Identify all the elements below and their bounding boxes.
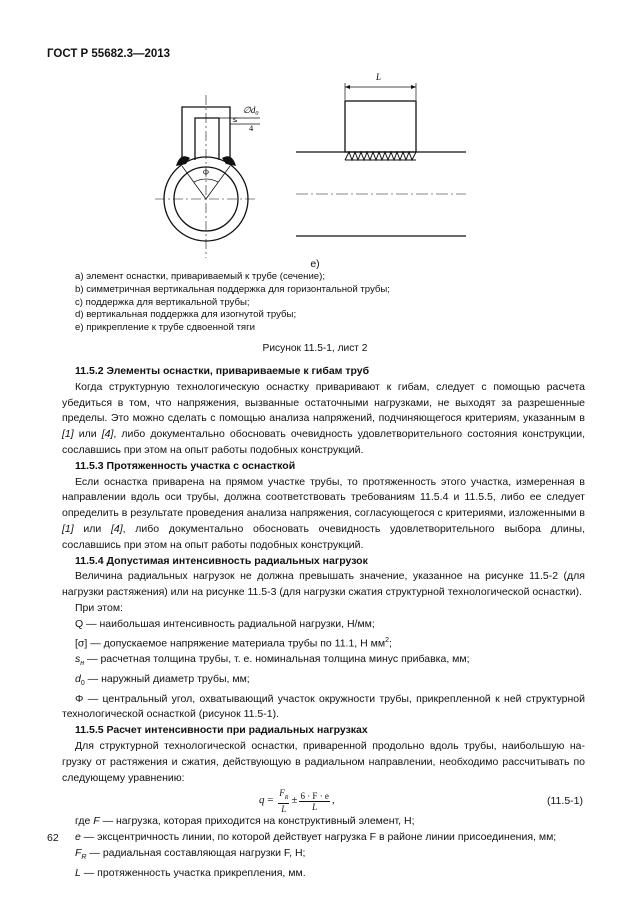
- def-sigma: [σ] — допускаемое напряжение материала трубы по 11.1, Н $мм^2$;: [75, 636, 392, 650]
- weld-seam: [345, 152, 416, 160]
- figure-legend: [75, 271, 595, 335]
- paragraph: Когда структурную технологическую оснастку приваривают к гибам, следует с помощью расчета убедиться в том, что напряжения, вызванные остаточными нагрузками, не выходят за разрешенные пределы. Это можно сделать с помощью анализа напряжений, подчиняющегося критериям, указанным в [1] или [4], либо документально обосновать очевидность удовлетворительного состояния конструкции, сославшись при этом на опыт работы подобных конструкций.: [62, 380, 585, 456]
- label-length: L: [376, 72, 382, 82]
- legend-item: b) симметричная вертикальная поддержка для горизонтальной трубы;: [75, 283, 390, 295]
- document-header: ГОСТ Р 55682.3—2013: [47, 48, 171, 60]
- attachment-inner: [195, 118, 219, 160]
- label-le: ≤: [233, 115, 238, 124]
- legend-item: а) элемент оснастки, привариваемый к трубе (сечение);: [75, 271, 326, 282]
- technical-drawing: [0, 0, 630, 260]
- where-f: где F — нагрузка, которая приходится на конструктивный элемент, Н;: [75, 815, 415, 828]
- legend-item: e) прикрепление к трубе сдвоенной тяги: [75, 322, 255, 334]
- page-number: 62: [47, 832, 59, 844]
- paragraph: Если оснастка приварена на прямом участке трубы, то протяженность этого участка, измеренная в направлении вдоль оси трубы, должна соответствовать требованиям 11.5.4 и 11.5.5, либо ее следует определить в результате проведения анализа напряжения, согласующегося с критериями, изложенными в [1] или [4], либо документально обосновать очевидность удовлетворительного выбора длины, сославшись при этом на опыт работы подобных конструкций.: [62, 475, 585, 551]
- def-phi: Φ — центральный угол, охватывающий участок окружности трубы, прикрепленной к ней структурной технологической оснасткой (рисунок 11.5-1).: [62, 692, 585, 721]
- legend-item: c) поддержка для вертикальной трубы;: [75, 296, 250, 308]
- legend-item: d) вертикальная поддержка для изогнутой трубы;: [75, 309, 297, 321]
- heading-11-5-5: 11.5.5 Расчет интенсивности при радиальных нагрузках: [75, 724, 368, 737]
- ref-1[interactable]: [1]: [62, 522, 74, 535]
- def-s: $s_н$ — расчетная толщина трубы, т. е. номинальная толщина минус прибавка, мм;: [75, 652, 470, 667]
- weld-right: [222, 156, 236, 166]
- label-denominator: 4: [249, 123, 254, 133]
- paragraph: Величина радиальных нагрузок не должна превышать значение, указанное на рисунке 11.5-2 (для нагрузки растяжения) или на рисунке 11.5-3 (для нагрузки сжатия структурной технологической оснастки).: [62, 570, 585, 599]
- heading-11-5-2: 11.5.2 Элементы оснастки, привариваемые к гибам труб: [75, 365, 370, 377]
- ref-4[interactable]: [4]: [101, 428, 114, 441]
- heading-11-5-3: 11.5.3 Протяженность участка с оснасткой: [75, 459, 296, 472]
- ref-1[interactable]: [1]: [62, 428, 74, 441]
- where-fr: $F_R$ — радиальная составляющая нагрузки F, Н;: [75, 847, 306, 862]
- equation-11-5-1: [62, 786, 585, 814]
- label-diameter: $\emptyset d_0$: [243, 105, 259, 117]
- subfigure-label: e): [310, 258, 320, 270]
- where-l: L — протяженность участка прикрепления, мм.: [75, 866, 306, 879]
- def-q: Q — наибольшая интенсивность радиальной нагрузки, Н/мм;: [75, 617, 375, 630]
- where-e: e — эксцентричность линии, по которой действует нагрузка F в районе линии присоединения, мм;: [75, 831, 557, 844]
- main-text: [62, 364, 585, 882]
- formula: q = $\frac{F_R}{L}$ ± $\frac{6 \cdot F \cdot e}{L}$ ,: [259, 788, 335, 815]
- def-d: $d_0$ — наружный диаметр трубы, мм;: [75, 672, 250, 687]
- ref-4[interactable]: [4]: [110, 522, 123, 535]
- label-phi: Φ: [203, 168, 209, 177]
- attachment-side: [345, 101, 416, 152]
- heading-11-5-4: 11.5.4 Допустимая интенсивность радиальных нагрузок: [75, 554, 368, 567]
- equation-number: (11.5-1): [547, 795, 583, 808]
- figure-title: Рисунок 11.5-1, лист 2: [262, 343, 368, 354]
- where-label: При этом:: [75, 601, 123, 614]
- weld-left: [176, 156, 190, 166]
- paragraph: Для структурной технологической оснастки, приваренной продольно вдоль трубы, наибольшую нагрузку от растяжения и сжатия, действующую в радиальном направлении, необходимо рассчитывать по следующему уравнению:: [62, 740, 585, 784]
